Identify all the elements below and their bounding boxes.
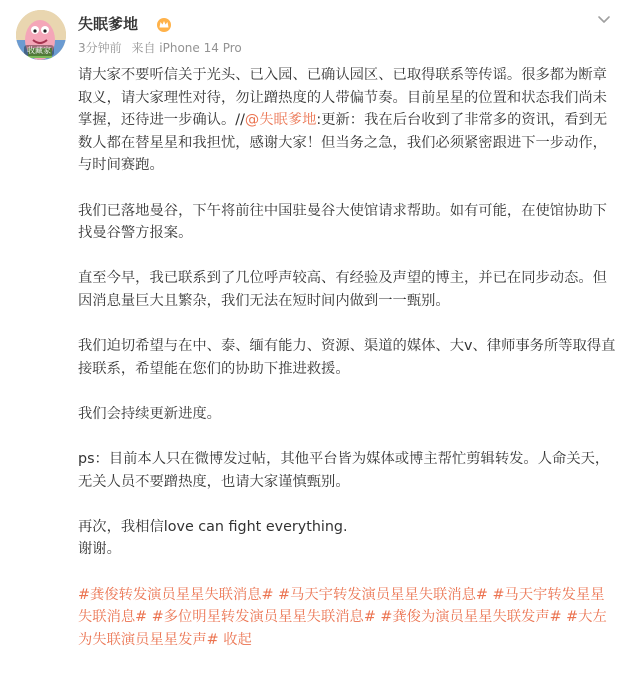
topic-link[interactable]: #龚俊转发演员星星失联消息# — [78, 586, 274, 603]
topic-link[interactable]: #马天宇转发演员星星失联消息# — [278, 586, 488, 603]
collapse-link[interactable]: 收起 — [223, 631, 252, 648]
paragraph-5: 我们会持续更新进度。 — [78, 405, 221, 422]
paragraph-gap — [78, 493, 618, 516]
topic-link[interactable]: #大左为失联演员星星发声# — [78, 609, 607, 648]
post-meta — [78, 40, 248, 56]
paragraph-gap — [78, 245, 618, 268]
paragraph-4: 我们迫切希望与在中、泰、缅有能力、资源、渠道的媒体、大v、律师事务所等取得直接联系，希望能在您们的协助下推进救援。 — [78, 338, 616, 377]
paragraph-1-text-a: 请大家不要听信关于光头、已入园、已确认园区、已取得联系等传谣。很多都为断章取义，请大家理性对待，勿让蹭热度的人带偏节奏。目前星星的位置和状态我们尚未掌握，还待进一步确认。// — [78, 67, 607, 129]
avatar[interactable] — [16, 10, 66, 60]
post-header — [16, 10, 616, 64]
post-content — [78, 64, 618, 651]
paragraph-7-line-2: 谢谢。 — [78, 541, 121, 558]
paragraph-gap — [78, 380, 618, 403]
paragraph-gap — [78, 313, 618, 336]
topic-link[interactable]: #多位明星转发演员星星失联消息# — [151, 609, 376, 626]
post-source: 来自 iPhone 14 Pro — [131, 41, 242, 55]
crown-badge-icon[interactable] — [156, 17, 172, 32]
paragraph-6: ps：目前本人只在微博发过帖，其他平台皆为媒体或博主帮忙剪辑转发。人命关天，无关人员不要蹭热度，也请大家谨慎甄别。 — [78, 451, 610, 490]
paragraph-1 — [78, 64, 618, 177]
post-time[interactable]: 3分钟前 — [78, 41, 122, 55]
paragraph-gap — [78, 177, 618, 200]
paragraph-gap — [78, 426, 618, 449]
paragraph-gap — [78, 561, 618, 584]
paragraph-7-line-1: 再次，我相信love can fight everything. — [78, 518, 348, 535]
mention-link[interactable]: @失眠爹地 — [244, 112, 317, 129]
paragraph-2: 我们已落地曼谷，下午将前往中国驻曼谷大使馆请求帮助。如有可能，在使馆协助下找曼谷警方报案。 — [78, 202, 607, 242]
topic-link[interactable]: #马天宇转发星星失联消息# — [78, 586, 605, 626]
topic-link[interactable]: #龚俊为演员星星失联发声# — [380, 609, 562, 626]
author-name[interactable]: 失眠爹地 — [78, 15, 139, 33]
topics-block — [78, 584, 618, 652]
paragraph-3: 直至今早，我已联系到了几位呼声较高、有经验及声望的博主，并已在同步动态。但因消息量巨大且繁杂，我们无法在短时间内做到一一甄别。 — [78, 270, 607, 309]
paragraph-1-text-b: :更新：我在后台收到了非常多的资讯，看到无数人都在替星星和我担忧，感谢大家！但当务之急，我们必须紧密跟进下一步动作，与时间赛跑。 — [78, 112, 608, 174]
chevron-down-icon[interactable] — [592, 10, 616, 30]
avatar-badge-label: 收藏家 — [24, 45, 54, 56]
